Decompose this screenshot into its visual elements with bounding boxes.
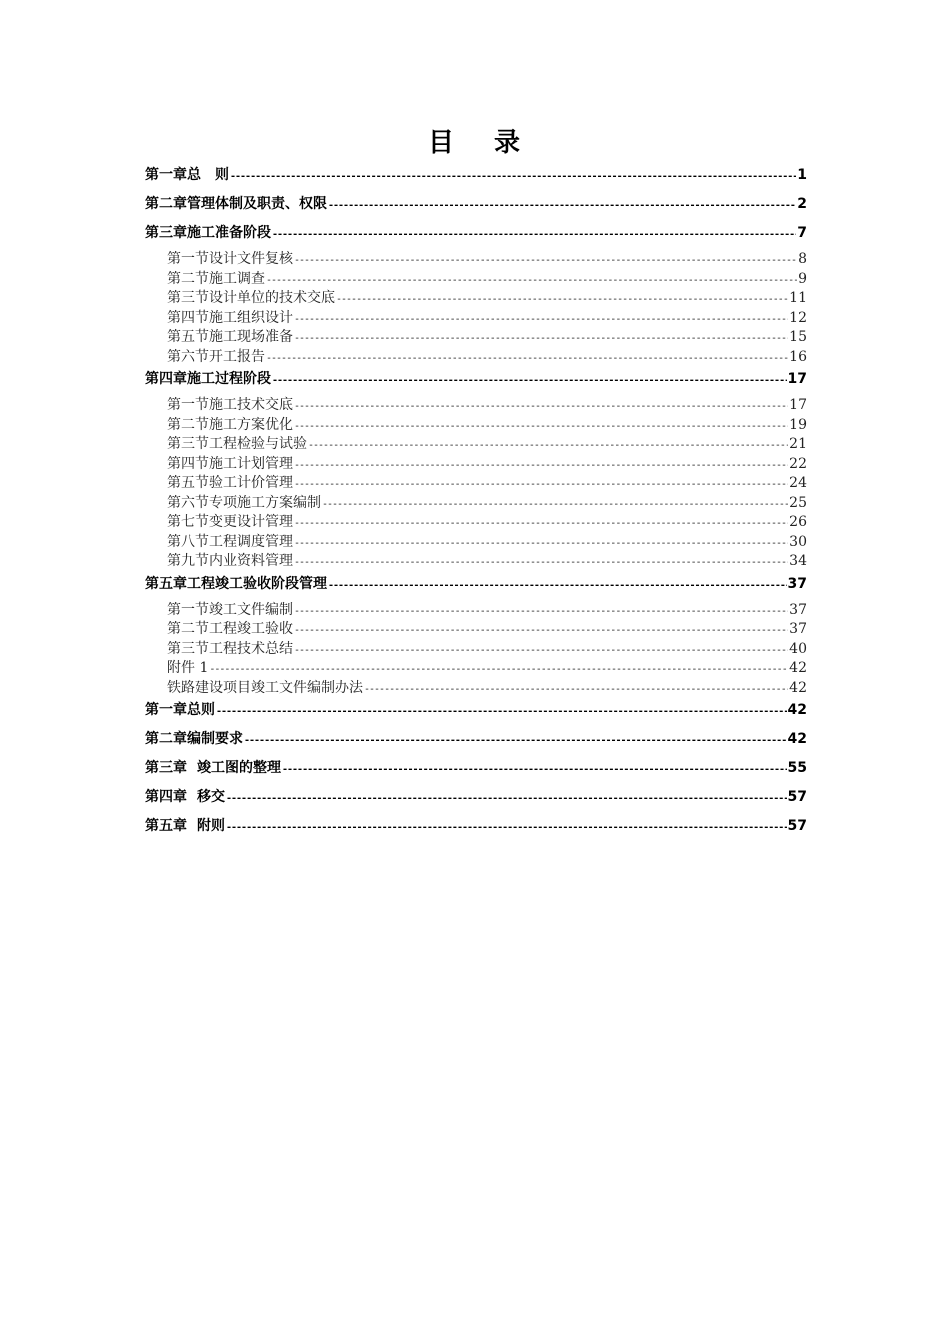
toc-page-number: 12 [789, 309, 807, 326]
toc-entry-label: 验工计价管理 [209, 475, 293, 491]
toc-entry-label: 变更设计管理 [209, 514, 293, 530]
toc-entry-label: 内业资料管理 [209, 553, 293, 569]
toc-page-number: 55 [787, 760, 807, 776]
toc-section-entry[interactable] [145, 552, 807, 572]
toc-section-entry[interactable] [145, 513, 807, 533]
toc-entry-number: 第五章 [145, 818, 187, 834]
toc-section-entry[interactable] [145, 328, 807, 348]
toc-chapter-entry[interactable] [145, 192, 807, 221]
toc-entry-number: 第四节 [167, 309, 209, 326]
toc-dot-leader [272, 223, 796, 247]
toc-page-number: 26 [789, 514, 807, 530]
toc-entry-number: 第二节 [167, 270, 209, 287]
toc-entry-label: 设计单位的技术交底 [209, 290, 335, 306]
toc-chapter-entry[interactable] [145, 163, 807, 192]
toc-page-number: 7 [797, 225, 807, 241]
toc-page-number: 9 [798, 270, 807, 287]
toc-page-number: 37 [789, 621, 807, 637]
toc-entry-number: 第二节 [167, 416, 209, 433]
toc-dot-leader [282, 758, 787, 782]
toc-chapter-entry[interactable] [145, 572, 807, 601]
toc-entry-label: 施工准备阶段 [187, 225, 271, 241]
toc-title-char-1: 目 [427, 128, 456, 158]
toc-entry-label: 开工报告 [209, 348, 265, 365]
toc-dot-leader [294, 641, 788, 661]
toc-entry-label: 工程技术总结 [209, 640, 293, 657]
toc-section-entry[interactable] [145, 620, 807, 640]
toc-entry-number: 第七节 [167, 514, 209, 530]
toc-dot-leader [294, 534, 788, 554]
toc-entry-number: 第五节 [167, 475, 209, 491]
toc-title [0, 122, 950, 159]
toc-dot-leader [336, 290, 788, 310]
toc-page-number: 19 [789, 416, 807, 433]
toc-entry-label: 施工计划管理 [209, 455, 293, 472]
toc-page-number: 11 [789, 290, 807, 306]
toc-page-number: 24 [789, 475, 807, 491]
toc-entry-label: 施工现场准备 [209, 329, 293, 345]
toc-entry-label: 工程竣工验收阶段管理 [187, 575, 327, 592]
toc-section-entry[interactable] [145, 640, 807, 660]
toc-entry-label: 工程调度管理 [209, 533, 293, 550]
toc-dot-leader [294, 417, 788, 437]
toc-dot-leader [328, 194, 796, 218]
toc-dot-leader [294, 621, 788, 641]
toc-entry-label: 附则 [197, 818, 225, 834]
toc-entry-label: 专项施工方案编制 [209, 494, 321, 511]
toc-section-entry[interactable] [145, 474, 807, 494]
toc-entry-label: 施工方案优化 [209, 416, 293, 433]
toc-chapter-entry[interactable] [145, 785, 807, 814]
toc-dot-leader [294, 456, 788, 476]
toc-entry-number: 第五节 [167, 329, 209, 345]
toc-page-number: 57 [787, 789, 807, 805]
toc-entry-label: 移交 [197, 789, 225, 805]
toc-dot-leader [322, 495, 788, 515]
toc-entry-label: 管理体制及职责、权限 [187, 196, 327, 212]
toc-page-number: 17 [787, 371, 807, 387]
toc-dot-leader [364, 680, 788, 700]
toc-entry-number: 第三章 [145, 760, 187, 776]
toc-section-entry[interactable] [145, 533, 807, 553]
toc-section-entry[interactable] [145, 435, 807, 455]
table-of-contents [145, 163, 807, 843]
toc-entry-number: 第三章 [145, 225, 187, 241]
toc-entry-number: 第六节 [167, 348, 209, 365]
toc-dot-leader [294, 310, 788, 330]
toc-section-entry[interactable] [145, 270, 807, 290]
toc-dot-leader [226, 816, 787, 840]
toc-entry-number: 第一节 [167, 601, 209, 618]
toc-entry-number: 第六节 [167, 494, 209, 511]
toc-dot-leader [294, 602, 788, 622]
toc-title-char-2: 录 [494, 128, 523, 158]
toc-entry-number: 第一章 [145, 702, 187, 718]
toc-page-number: 17 [789, 397, 807, 413]
toc-entry-label: 工程竣工验收 [209, 621, 293, 637]
toc-entry-label: 施工过程阶段 [187, 371, 271, 387]
toc-page-number: 42 [789, 679, 807, 696]
toc-entry-label: 施工调查 [209, 270, 265, 287]
toc-chapter-entry[interactable] [145, 367, 807, 396]
toc-entry-label: 设计文件复核 [209, 251, 293, 267]
toc-dot-leader [244, 729, 787, 753]
toc-page-number: 25 [789, 494, 807, 511]
toc-dot-leader [230, 165, 796, 189]
toc-dot-leader [294, 397, 788, 417]
toc-entry-label: 竣工图的整理 [197, 760, 281, 776]
toc-entry-number: 第三节 [167, 640, 209, 657]
toc-dot-leader [294, 553, 788, 573]
toc-page-number: 30 [789, 533, 807, 550]
toc-entry-label: 附件 1 [167, 660, 209, 676]
toc-chapter-entry[interactable] [145, 698, 807, 727]
toc-entry-number: 第一节 [167, 251, 209, 267]
toc-page-number: 16 [789, 348, 807, 365]
toc-entry-number: 第四节 [167, 455, 209, 472]
toc-section-entry[interactable] [145, 455, 807, 475]
toc-section-entry[interactable] [145, 416, 807, 436]
toc-page-number: 15 [789, 329, 807, 345]
toc-entry-number: 第一节 [167, 397, 209, 413]
toc-entry-label: 施工组织设计 [209, 309, 293, 326]
toc-section-entry[interactable] [145, 348, 807, 368]
toc-dot-leader [226, 787, 787, 811]
toc-entry-number: 第三节 [167, 290, 209, 306]
toc-section-entry[interactable] [145, 659, 807, 679]
toc-section-entry[interactable] [145, 494, 807, 514]
toc-dot-leader [328, 574, 787, 598]
toc-section-entry[interactable] [145, 679, 807, 699]
toc-dot-leader [266, 271, 797, 291]
toc-page-number: 37 [787, 575, 807, 592]
toc-section-entry[interactable] [145, 289, 807, 309]
toc-entry-label: 施工技术交底 [209, 397, 293, 413]
toc-dot-leader [216, 700, 787, 724]
toc-entry-number: 第四章 [145, 371, 187, 387]
toc-page-number: 42 [787, 731, 807, 747]
toc-entry-number: 第五章 [145, 575, 187, 592]
toc-page-number: 40 [789, 640, 807, 657]
toc-dot-leader [308, 436, 788, 456]
toc-section-entry[interactable] [145, 396, 807, 416]
toc-dot-leader [294, 514, 788, 534]
toc-dot-leader [209, 660, 788, 680]
toc-entry-label: 总则 [187, 702, 215, 718]
toc-entry-number: 第一章 [145, 167, 187, 183]
toc-chapter-entry[interactable] [145, 756, 807, 785]
toc-dot-leader [272, 369, 787, 393]
toc-chapter-entry[interactable] [145, 727, 807, 756]
toc-entry-number: 第二章 [145, 731, 187, 747]
toc-page-number: 1 [797, 167, 807, 183]
toc-entry-label: 铁路建设项目竣工文件编制办法 [167, 679, 363, 696]
toc-section-entry[interactable] [145, 309, 807, 329]
toc-section-entry[interactable] [145, 601, 807, 621]
toc-section-entry[interactable] [145, 250, 807, 270]
toc-page-number: 8 [798, 251, 807, 267]
toc-chapter-entry[interactable] [145, 221, 807, 250]
toc-entry-number: 第八节 [167, 533, 209, 550]
toc-page-number: 21 [789, 436, 807, 452]
toc-entry-label: 总 则 [187, 167, 229, 183]
toc-entry-number: 第二节 [167, 621, 209, 637]
toc-entry-number: 第九节 [167, 553, 209, 569]
toc-page-number: 22 [789, 455, 807, 472]
toc-dot-leader [294, 329, 788, 349]
toc-entry-number: 第三节 [167, 436, 209, 452]
toc-page-number: 34 [789, 553, 807, 569]
toc-page-number: 37 [789, 601, 807, 618]
toc-entry-label: 竣工文件编制 [209, 601, 293, 618]
toc-page-number: 42 [789, 660, 807, 676]
toc-dot-leader [294, 475, 788, 495]
toc-entry-number: 第四章 [145, 789, 187, 805]
toc-dot-leader [294, 251, 797, 271]
toc-page-number: 42 [787, 702, 807, 718]
toc-chapter-entry[interactable] [145, 814, 807, 843]
toc-page-number: 57 [787, 818, 807, 834]
toc-dot-leader [266, 349, 788, 369]
toc-entry-label: 编制要求 [187, 731, 243, 747]
toc-page-number: 2 [797, 196, 807, 212]
toc-entry-number: 第二章 [145, 196, 187, 212]
toc-entry-label: 工程检验与试验 [209, 436, 307, 452]
